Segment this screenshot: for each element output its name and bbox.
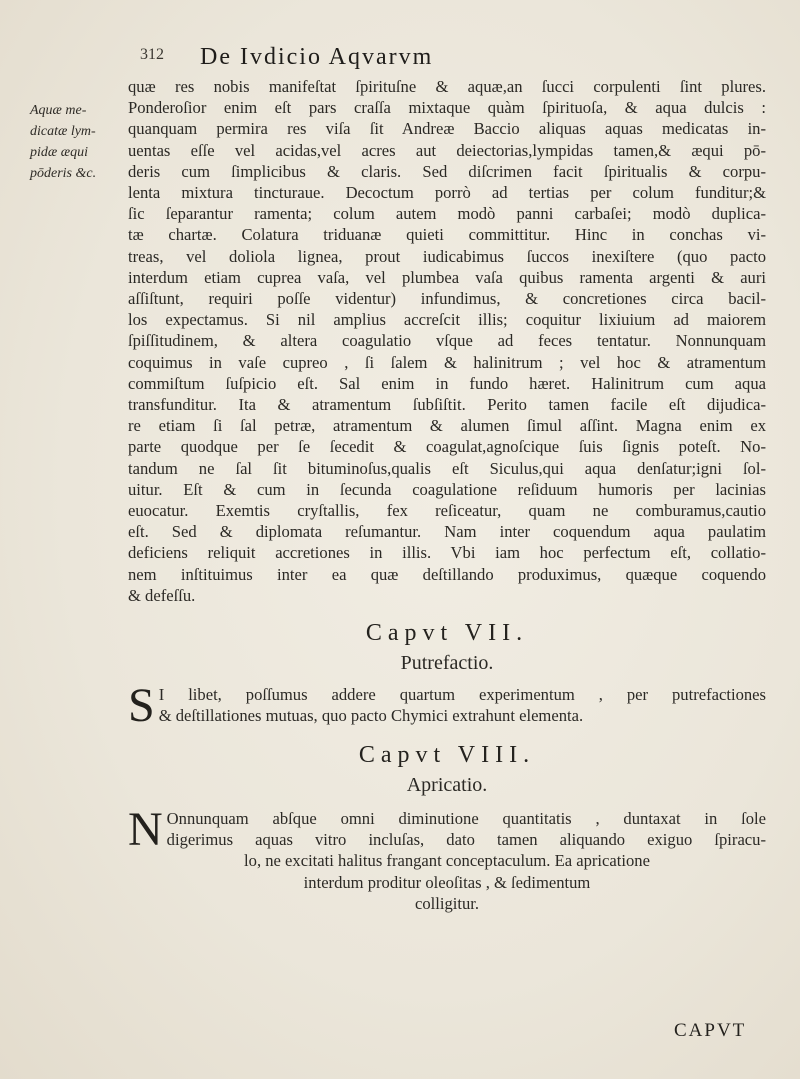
running-title: De Ivdicio Aqvarvm (200, 44, 434, 70)
page-number: 312 (140, 46, 164, 63)
text-line: ſpiſſitudinem, & altera coagulatio vſque ad feces tentatur. Nonnunquam (128, 331, 766, 351)
text-line: nem inſtituimus inter ea quæ deſtillando produximus, quæque coquendo (128, 564, 766, 584)
marginal-note-line: dicatæ lym- (30, 124, 96, 139)
text-line: Onnunquam abſque omni diminutione quantitatis , duntaxat in ſole (166, 809, 766, 828)
text-line: ſic ſeparantur ramenta; colum autem modò panni carbaſei; modò duplica- (128, 204, 766, 224)
text-line: coquimus in vaſe cupreo , ſi ſalem & halinitrum ; vel hoc & atramentum (128, 352, 766, 372)
chapter-title-apricatio: Apricatio. (406, 774, 488, 796)
text-line: quanquam permira res viſa ſit Andreæ Baccio aliquas aquas medicatas in- (128, 119, 766, 139)
marginal-note-line: pōderis &c. (30, 166, 97, 181)
text-line: eſt. Sed & diplomata reſumantur. Nam inter coquendum aqua paulatim (128, 522, 766, 542)
text-line: deficiens reliquit accretiones in illis. Vbi iam hoc perfectum eſt, collatio- (128, 543, 766, 563)
text-line: treas, vel doliola lignea, prout iudicabimus ſuccos inexiſtere (quo pacto (128, 246, 766, 266)
chapter-7-paragraph (128, 679, 766, 732)
marginal-note-line: pidæ æqui (30, 145, 88, 160)
catchword: CAPVT (674, 1020, 747, 1041)
text-line: lo, ne excitati halitus frangant conceptaculum. Ea apricatione (244, 851, 650, 871)
text-line: tæ chartæ. Colatura triduanæ quieti committitur. Hinc in conchas vi- (128, 225, 766, 245)
marginal-note (30, 100, 120, 184)
chapter-heading-7: Capvt VII. (365, 620, 529, 646)
marginal-note-line: Aquæ me- (30, 103, 87, 118)
text-line: I libet, poſſumus addere quartum experimentum , per putrefactiones (158, 685, 766, 704)
chapter-8-paragraph (128, 803, 766, 914)
text-line: & defeſſu. (128, 585, 196, 605)
drop-cap: S (128, 679, 155, 732)
text-line: tandum ne ſal ſit bituminoſus,qualis eſt Siculus,qui aqua denſatur;igni ſol- (128, 458, 766, 478)
text-line: euocatur. Exemtis cryſtallis, fex reſiceatur, quam ne comburamus,cautio (128, 501, 766, 521)
text-line: Ponderoſior enim eſt pars craſſa mixtaque quàm ſpirituoſa, & aqua dulcis : (128, 98, 766, 118)
text-line: transfunditur. Ita & atramentum ſubſiſtit. Perito tamen facile eſt dijudica- (128, 395, 766, 415)
text-line: lenta mixtura tincturaue. Decoctum porrò ad tertias per colum funditur;& (128, 183, 766, 203)
drop-cap: N (128, 803, 163, 856)
text-line: re etiam ſi ſal petræ, atramentum & alumen ſimul aſſint. Magna enim ex (128, 416, 766, 436)
text-line: uitur. Eſt & cum in ſecunda coagulatione reſiduum humoris per lacinias (128, 479, 766, 499)
text-line: deris cum ſimplicibus & claris. Sed diſcrimen facit ſpiritualis & corpu- (128, 161, 766, 181)
text-line: los expectamus. Si nil amplius accreſcit illis; coquitur lixiuium ad maiorem (128, 310, 766, 330)
text-line: colligitur. (414, 893, 480, 913)
chapter-title-putrefactio: Putrefactio. (400, 652, 494, 674)
text-line: commiſtum ſuſpicio eſt. Sal enim in fundo hæret. Halinitrum cum aqua (128, 373, 766, 393)
text-line: aſſiſtunt, requiri poſſe videntur) infundimus, & concretiones circa bacil- (128, 289, 766, 309)
main-paragraph (128, 76, 766, 606)
text-line: quæ res nobis manifeſtat ſpirituſne & aquæ,an ſucci corpulenti ſint plures. (128, 77, 766, 96)
text-line: & deſtillationes mutuas, quo pacto Chymici extrahunt elementa. (158, 706, 584, 726)
text-line: interdum etiam cuprea vaſa, vel plumbea vaſa quibus ramenta argenti & auri (128, 267, 766, 287)
text-line: uentas eſſe vel acidas,vel acres aut deiectorias,lympidas tamen,& æqui pō- (128, 140, 766, 160)
chapter-heading-8: Capvt VIII. (358, 742, 536, 768)
text-line: parte quodque per ſe ſecedit & coagulat,agnoſcique ſuis ſignis poteſt. No- (128, 437, 766, 457)
text-line: digerimus aquas vitro incluſas, dato tamen aliquando exiguo ſpiracu- (166, 830, 766, 850)
text-line: interdum proditur oleoſitas , & ſedimentum (303, 872, 591, 892)
